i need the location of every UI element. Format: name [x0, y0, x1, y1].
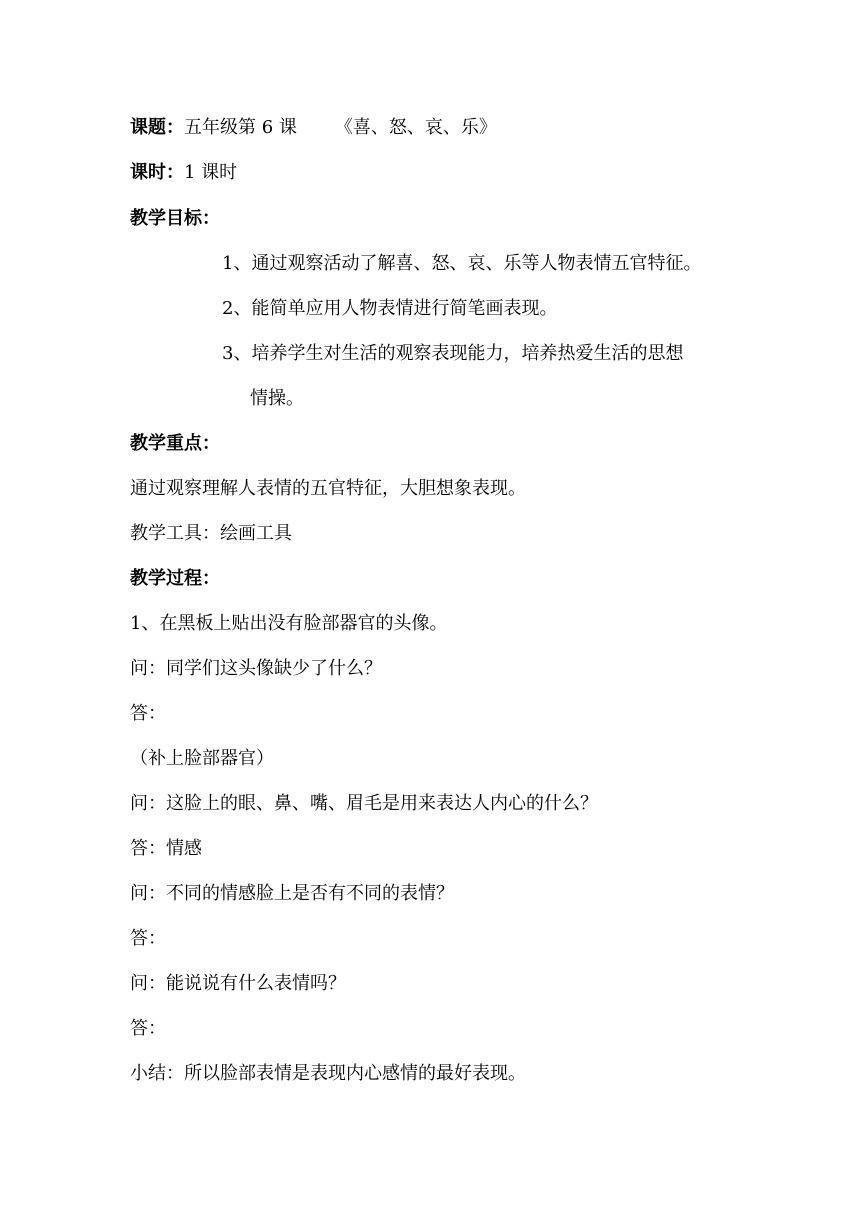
topic-grade: 五年级第 6 课: [184, 117, 297, 138]
process-line: 小结：所以脸部表情是表现内心感情的最好表现。: [130, 1063, 526, 1084]
period-label: 课时：: [130, 162, 184, 183]
process-line: 问：这脸上的眼、鼻、嘴、眉毛是用来表达人内心的什么？: [130, 793, 598, 814]
period-value: 1 课时: [184, 162, 238, 183]
objective-item-2: 2、能简单应用人物表情进行简笔画表现。: [222, 298, 558, 319]
period-line: [130, 160, 237, 186]
objective-item-1: 1、通过观察活动了解喜、怒、哀、乐等人物表情五官特征。: [222, 253, 702, 274]
topic-label: 课题：: [130, 117, 184, 138]
process-line: 答：: [130, 928, 166, 949]
key-points-text: 通过观察理解人表情的五官特征，大胆想象表现。: [130, 478, 526, 499]
process-line: 问：不同的情感脸上是否有不同的表情？: [130, 883, 454, 904]
tools-text: 教学工具：绘画工具: [130, 523, 292, 544]
process-line: 答：情感: [130, 838, 202, 859]
topic-title: 《喜、怒、哀、乐》: [334, 117, 497, 138]
objective-item-3-continuation: 情操。: [250, 388, 304, 409]
topic-line: [130, 115, 497, 141]
process-line: （补上脸部器官）: [130, 748, 274, 769]
process-heading: 教学过程：: [130, 568, 220, 589]
process-line: 答：: [130, 703, 166, 724]
process-line: 问：能说说有什么表情吗？: [130, 973, 346, 994]
process-line: 1、在黑板上贴出没有脸部器官的头像。: [130, 613, 448, 634]
objectives-heading: 教学目标：: [130, 208, 220, 229]
process-line: 问：同学们这头像缺少了什么？: [130, 658, 382, 679]
process-line: 答：: [130, 1018, 166, 1039]
key-points-heading: 教学重点：: [130, 433, 220, 454]
objective-item-3: 3、培养学生对生活的观察表现能力，培养热爱生活的思想: [222, 343, 684, 364]
